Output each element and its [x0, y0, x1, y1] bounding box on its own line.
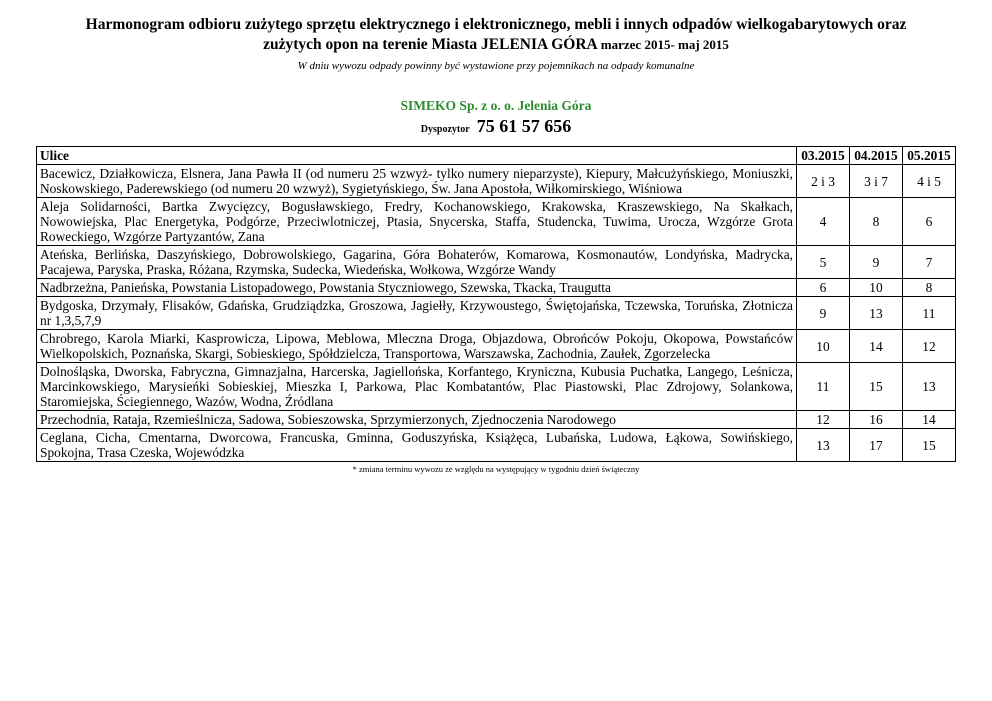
- date-cell-may: 14: [903, 411, 956, 429]
- streets-cell: Nadbrzeżna, Panieńska, Powstania Listopadowego, Powstania Styczniowego, Szewska, Tkacka, Traugutta: [37, 279, 797, 297]
- date-cell-april: 17: [850, 429, 903, 462]
- date-cell-april: 16: [850, 411, 903, 429]
- table-row: [37, 411, 956, 429]
- date-cell-march: 13: [797, 429, 850, 462]
- date-cell-april: 10: [850, 279, 903, 297]
- date-cell-march: 12: [797, 411, 850, 429]
- column-header-may: 05.2015: [903, 147, 956, 165]
- subtitle-note: W dniu wywozu odpady powinny być wystawione przy pojemnikach na odpady komunalne: [297, 60, 695, 72]
- date-cell-may: 15: [903, 429, 956, 462]
- streets-cell: Ceglana, Cicha, Cmentarna, Dworcowa, Francuska, Gminna, Goduszyńska, Książęca, Lubańska, Ludowa, Łąkowa, Sowińskiego, Spokojna, Trasa Czeska, Wojewódzka: [37, 429, 797, 462]
- streets-cell: Dolnośląska, Dworska, Fabryczna, Gimnazjalna, Harcerska, Jagiellońska, Korfantego, Kryniczna, Kubusia Puchatka, Langego, Leśnicza, Marcinkowskiego, Marysieńki Sobieskiej, Mieszka I, Parkowa, Plac Kombatantów, Plac Piastowski, Plac Zdrojowy, Solankowa, Staromiejska, Ściegiennego, Wazów, Wodna, Źródlana: [37, 363, 797, 411]
- date-cell-march: 9: [797, 297, 850, 330]
- column-header-streets: Ulice: [37, 147, 797, 165]
- schedule-table: [36, 146, 956, 462]
- streets-cell: Ateńska, Berlińska, Daszyńskiego, Dobrowolskiego, Gagarina, Góra Bohaterów, Komarowa, Kosmonautów, Londyńska, Madrycka, Pacajewa, Paryska, Praska, Różana, Rzymska, Sudecka, Wiedeńska, Wołkowa, Wzgórze Wandy: [37, 246, 797, 279]
- date-cell-april: 13: [850, 297, 903, 330]
- column-header-april: 04.2015: [850, 147, 903, 165]
- date-cell-may: 12: [903, 330, 956, 363]
- dispatcher-label: Dyspozytor: [420, 124, 470, 135]
- date-cell-march: 5: [797, 246, 850, 279]
- date-cell-april: 9: [850, 246, 903, 279]
- title-period: marzec 2015- maj 2015: [600, 37, 729, 52]
- date-cell-may: 13: [903, 363, 956, 411]
- table-row: [37, 165, 956, 198]
- date-cell-april: 3 i 7: [850, 165, 903, 198]
- table-header-row: [37, 147, 956, 165]
- title-line-1: Harmonogram odbioru zużytego sprzętu elektrycznego i elektronicznego, mebli i innych odpadów wielkogabarytowych oraz: [85, 16, 907, 33]
- date-cell-may: 4 i 5: [903, 165, 956, 198]
- table-row: [37, 363, 956, 411]
- date-cell-march: 4: [797, 198, 850, 246]
- date-cell-march: 6: [797, 279, 850, 297]
- footnote: * zmiana terminu wywozu ze względu na występujący w tygodniu dzień świąteczny: [352, 464, 640, 474]
- table-row: [37, 330, 956, 363]
- date-cell-april: 14: [850, 330, 903, 363]
- document-title: [20, 15, 972, 55]
- date-cell-may: 11: [903, 297, 956, 330]
- title-line-2: [20, 35, 972, 55]
- streets-cell: Bydgoska, Drzymały, Flisaków, Gdańska, Grudziądzka, Groszowa, Jagiełły, Krzywoustego, Świętojańska, Tczewska, Toruńska, Złotnicza nr 1,3,5,7,9: [37, 297, 797, 330]
- streets-cell: Aleja Solidarności, Bartka Zwycięzcy, Bogusławskiego, Fredry, Kochanowskiego, Krakowska, Kraszewskiego, Na Skałkach, Nowowiejska, Plac Energetyka, Podgórze, Przeciwlotniczej, Ptasia, Snycerska, Staffa, Studencka, Tuwima, Urocza, Wzgórze Grota Roweckiego, Wzgórze Partyzantów, Zana: [37, 198, 797, 246]
- streets-cell: Przechodnia, Rataja, Rzemieślnicza, Sadowa, Sobieszowska, Sprzymierzonych, Zjednoczenia Narodowego: [37, 411, 797, 429]
- title-city: zużytych opon na terenie Miasta JELENIA GÓRA: [263, 36, 597, 53]
- company-name: SIMEKO Sp. z o. o. Jelenia Góra: [400, 98, 592, 113]
- date-cell-april: 15: [850, 363, 903, 411]
- table-row: [37, 429, 956, 462]
- date-cell-march: 11: [797, 363, 850, 411]
- date-cell-april: 8: [850, 198, 903, 246]
- date-cell-may: 7: [903, 246, 956, 279]
- streets-cell: Chrobrego, Karola Miarki, Kasprowicza, Lipowa, Meblowa, Mleczna Droga, Objazdowa, Obrońców Pokoju, Okopowa, Powstańców Wielkopolskich, Poznańska, Skargi, Sobieskiego, Spółdzielcza, Transportowa, Warszawska, Zachodnia, Zaułek, Zgorzelecka: [37, 330, 797, 363]
- table-row: [37, 246, 956, 279]
- date-cell-march: 2 i 3: [797, 165, 850, 198]
- date-cell-may: 6: [903, 198, 956, 246]
- table-row: [37, 279, 956, 297]
- streets-cell: Bacewicz, Działkowicza, Elsnera, Jana Pawła II (od numeru 25 wzwyż- tylko numery nieparzyste), Kiepury, Małcużyńskiego, Moniuszki, Noskowskiego, Paderewskiego (od numeru 20 wzwyż), Sygietyńskiego, Św. Jana Apostoła, Wiłkomirskiego, Wiśniowa: [37, 165, 797, 198]
- table-row: [37, 297, 956, 330]
- date-cell-may: 8: [903, 279, 956, 297]
- table-row: [37, 198, 956, 246]
- dispatcher-phone: 75 61 57 656: [476, 116, 572, 136]
- column-header-march: 03.2015: [797, 147, 850, 165]
- dispatcher-line: [0, 116, 992, 137]
- date-cell-march: 10: [797, 330, 850, 363]
